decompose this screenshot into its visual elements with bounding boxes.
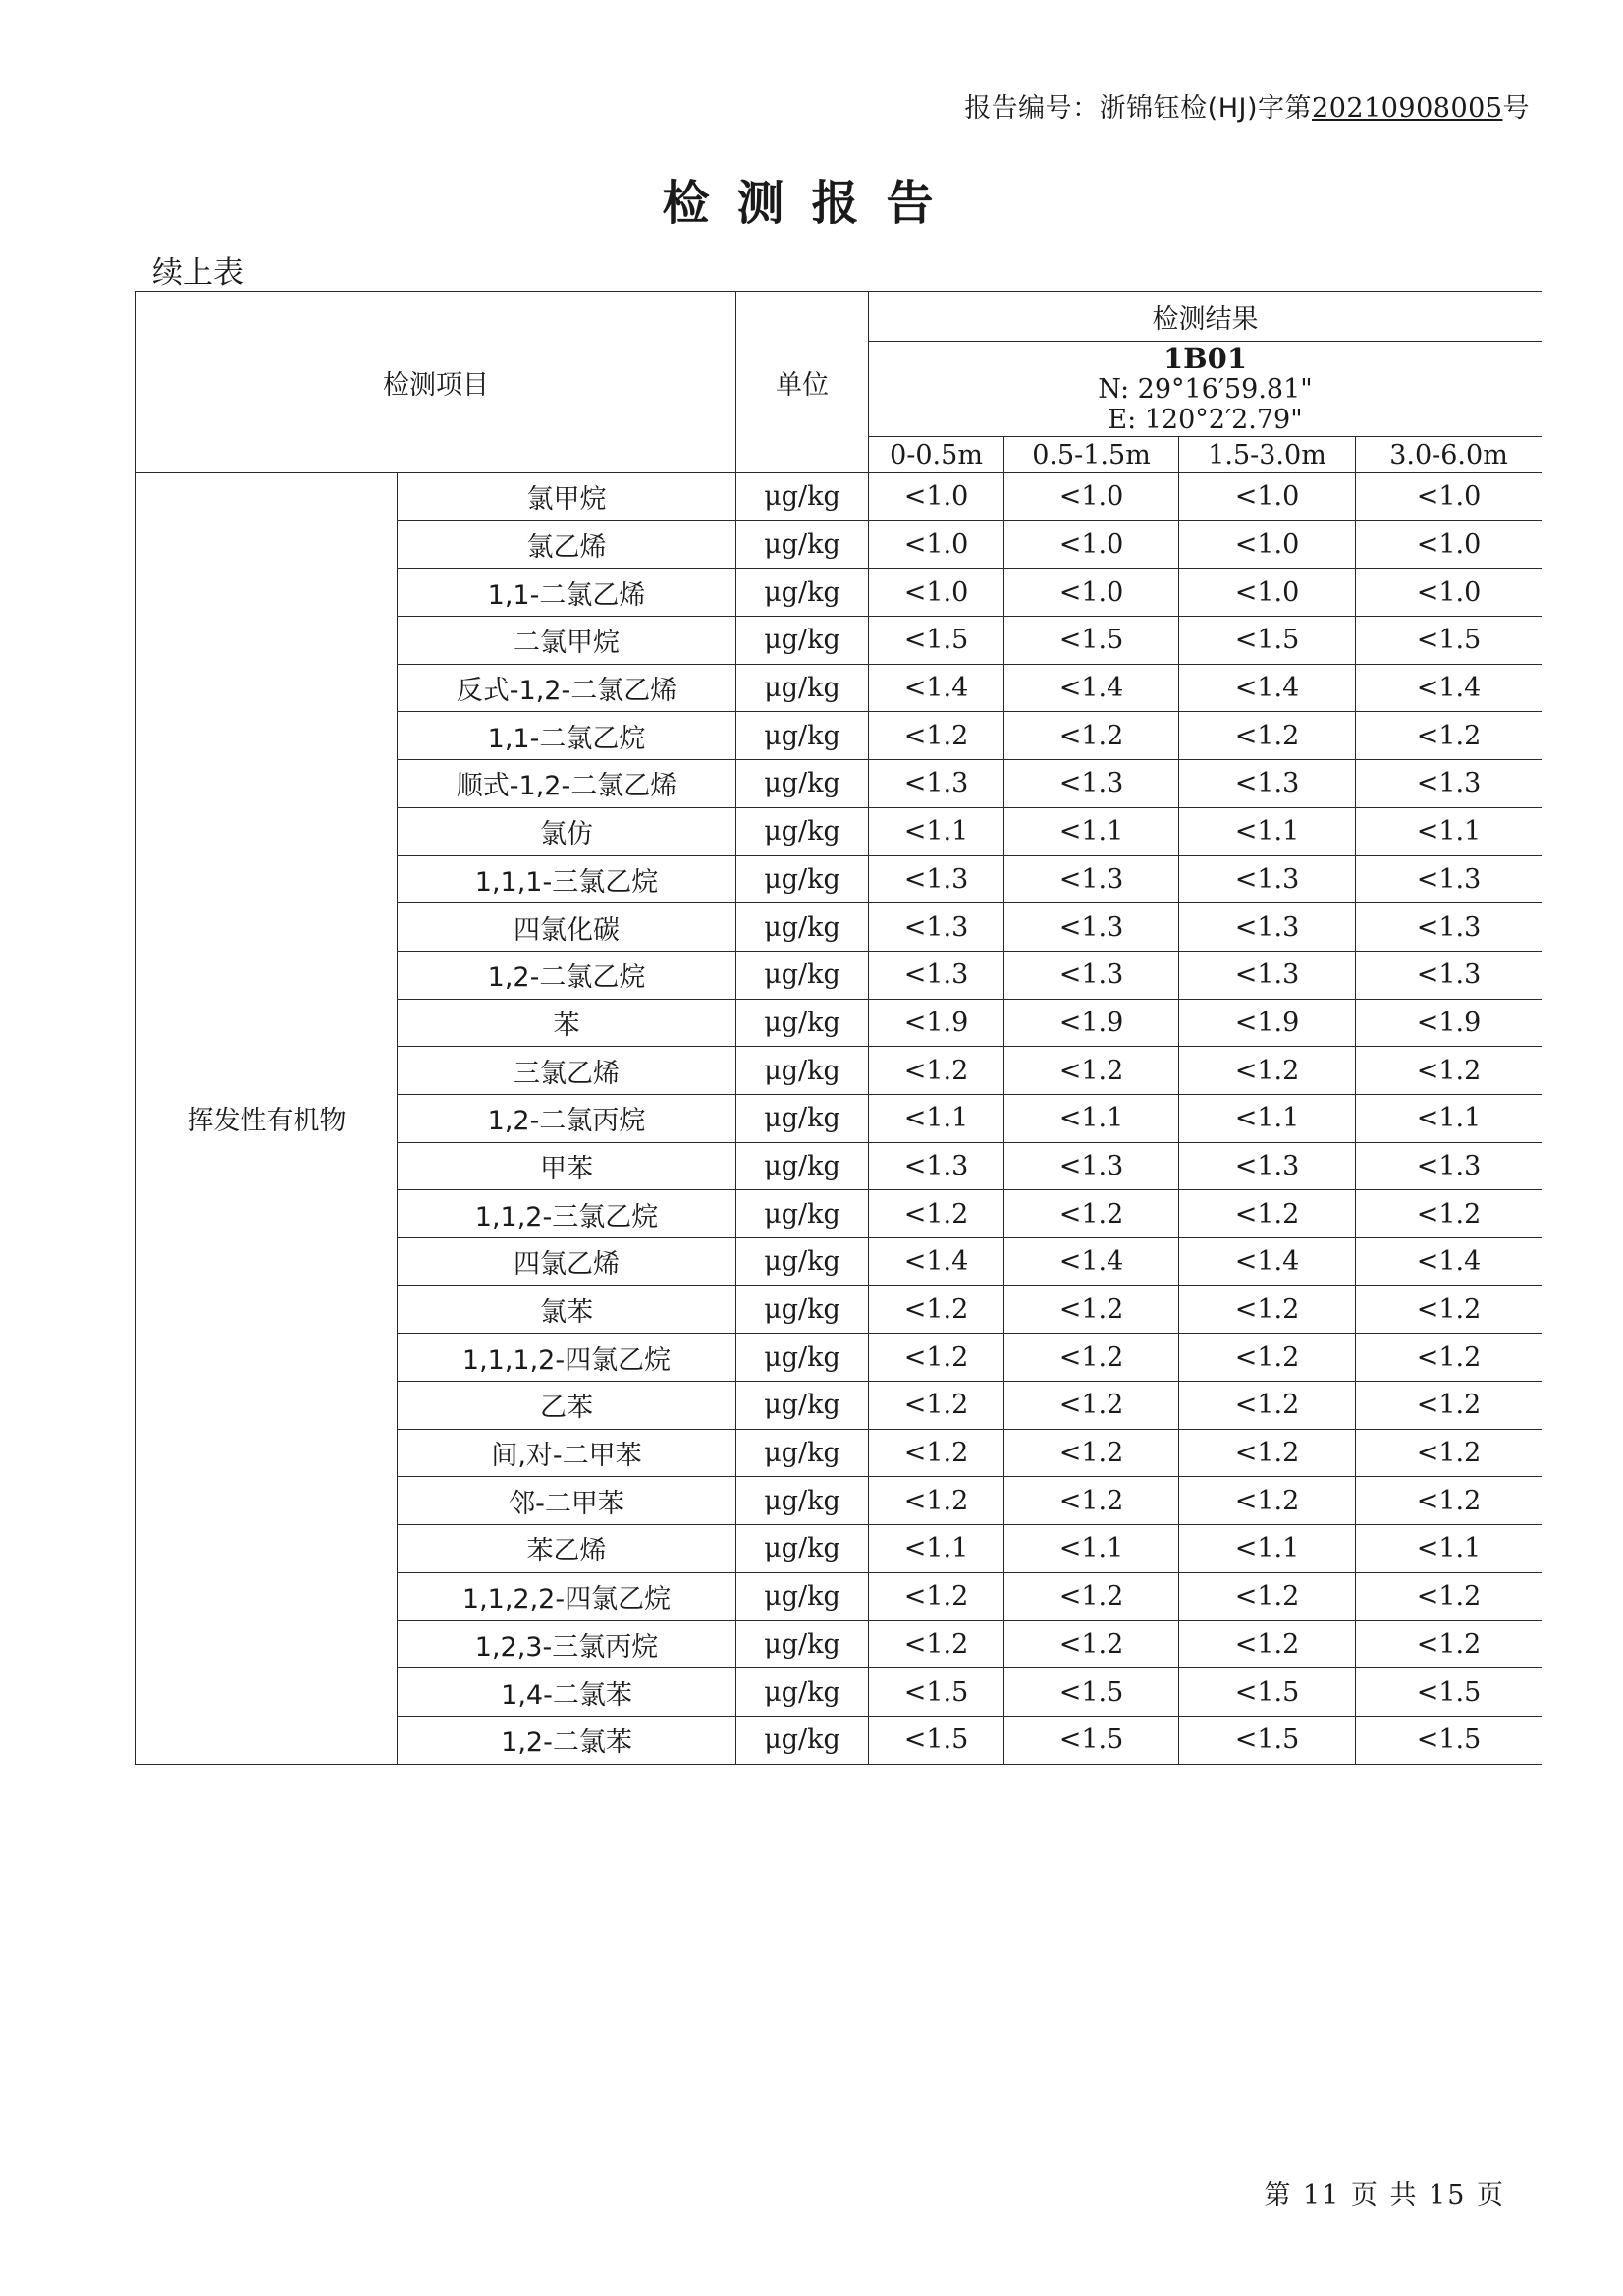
- value-cell: <1.9: [1004, 999, 1179, 1047]
- value-cell: <1.2: [1179, 1572, 1356, 1620]
- value-cell: <1.1: [1356, 1525, 1542, 1573]
- item-cell: 苯乙烯: [398, 1525, 736, 1573]
- value-cell: <1.2: [1179, 712, 1356, 760]
- item-cell: 1,1-二氯乙烯: [398, 569, 736, 617]
- value-cell: <1.3: [1356, 951, 1542, 999]
- value-cell: <1.2: [1356, 1334, 1542, 1382]
- unit-cell: μg/kg: [736, 473, 869, 521]
- value-cell: <1.2: [1179, 1190, 1356, 1238]
- value-cell: <1.2: [1004, 1477, 1179, 1525]
- unit-cell: μg/kg: [736, 520, 869, 569]
- depth-header: 0-0.5m: [869, 437, 1004, 473]
- unit-cell: μg/kg: [736, 664, 869, 712]
- value-cell: <1.1: [1356, 807, 1542, 855]
- site-id: 1B01: [1163, 341, 1248, 375]
- value-cell: <1.5: [1356, 1716, 1542, 1764]
- value-cell: <1.4: [1356, 664, 1542, 712]
- unit-cell: μg/kg: [736, 951, 869, 999]
- value-cell: <1.2: [1356, 1477, 1542, 1525]
- value-cell: <1.2: [1179, 1334, 1356, 1382]
- item-cell: 1,1,2-三氯乙烷: [398, 1190, 736, 1238]
- value-cell: <1.0: [1356, 520, 1542, 569]
- value-cell: <1.2: [1004, 1285, 1179, 1334]
- unit-cell: μg/kg: [736, 1142, 869, 1190]
- value-cell: <1.2: [1004, 1572, 1179, 1620]
- value-cell: <1.1: [869, 1094, 1004, 1142]
- value-cell: <1.3: [1004, 760, 1179, 808]
- value-cell: <1.4: [1004, 1238, 1179, 1286]
- value-cell: <1.0: [1004, 520, 1179, 569]
- value-cell: <1.0: [1179, 569, 1356, 617]
- item-cell: 反式-1,2-二氯乙烯: [398, 664, 736, 712]
- value-cell: <1.1: [1179, 1094, 1356, 1142]
- item-cell: 1,2-二氯丙烷: [398, 1094, 736, 1142]
- value-cell: <1.0: [1356, 473, 1542, 521]
- item-cell: 1,2-二氯乙烷: [398, 951, 736, 999]
- unit-cell: μg/kg: [736, 617, 869, 665]
- value-cell: <1.2: [1179, 1047, 1356, 1095]
- value-cell: <1.0: [869, 569, 1004, 617]
- continued-label: 续上表: [152, 255, 243, 291]
- value-cell: <1.2: [1356, 1047, 1542, 1095]
- value-cell: <1.2: [1356, 1190, 1542, 1238]
- value-cell: <1.1: [1179, 1525, 1356, 1573]
- unit-cell: μg/kg: [736, 569, 869, 617]
- value-cell: <1.5: [869, 617, 1004, 665]
- value-cell: <1.2: [1179, 1620, 1356, 1668]
- value-cell: <1.4: [869, 664, 1004, 712]
- value-cell: <1.5: [869, 1668, 1004, 1717]
- unit-cell: μg/kg: [736, 1620, 869, 1668]
- report-number-line: [964, 86, 1530, 125]
- depth-header: 1.5-3.0m: [1179, 437, 1356, 473]
- item-cell: 苯: [398, 999, 736, 1047]
- page-title: 检测报告: [662, 176, 961, 231]
- value-cell: <1.3: [1179, 855, 1356, 903]
- category-cell: 挥发性有机物: [136, 473, 398, 1765]
- col-header-item: 检测项目: [136, 292, 736, 473]
- value-cell: <1.3: [1356, 1142, 1542, 1190]
- item-cell: 四氯化碳: [398, 903, 736, 952]
- unit-cell: μg/kg: [736, 1094, 869, 1142]
- value-cell: <1.1: [1356, 1094, 1542, 1142]
- value-cell: <1.2: [1356, 1382, 1542, 1430]
- value-cell: <1.2: [1179, 1285, 1356, 1334]
- value-cell: <1.3: [1004, 903, 1179, 952]
- item-cell: 1,1,2,2-四氯乙烷: [398, 1572, 736, 1620]
- value-cell: <1.5: [869, 1716, 1004, 1764]
- value-cell: <1.3: [869, 855, 1004, 903]
- value-cell: <1.3: [869, 951, 1004, 999]
- value-cell: <1.3: [869, 760, 1004, 808]
- unit-cell: μg/kg: [736, 1429, 869, 1477]
- value-cell: <1.2: [1004, 1620, 1179, 1668]
- value-cell: <1.0: [1004, 569, 1179, 617]
- item-cell: 二氯甲烷: [398, 617, 736, 665]
- value-cell: <1.2: [869, 1047, 1004, 1095]
- value-cell: <1.2: [1356, 1429, 1542, 1477]
- site-east-coord: E: 120°2′2.79": [1108, 404, 1303, 435]
- item-cell: 1,2,3-三氯丙烷: [398, 1620, 736, 1668]
- value-cell: <1.1: [1004, 1525, 1179, 1573]
- value-cell: <1.2: [1004, 1429, 1179, 1477]
- value-cell: <1.3: [1004, 855, 1179, 903]
- value-cell: <1.0: [1356, 569, 1542, 617]
- unit-cell: μg/kg: [736, 1477, 869, 1525]
- value-cell: <1.0: [1179, 473, 1356, 521]
- page-number: 第 11 页 共 15 页: [1264, 2180, 1505, 2211]
- unit-cell: μg/kg: [736, 1382, 869, 1430]
- item-cell: 氯甲烷: [398, 473, 736, 521]
- value-cell: <1.3: [1356, 760, 1542, 808]
- value-cell: <1.2: [869, 1572, 1004, 1620]
- item-cell: 顺式-1,2-二氯乙烯: [398, 760, 736, 808]
- value-cell: <1.2: [1356, 712, 1542, 760]
- header-row-1: [136, 292, 1542, 342]
- value-cell: <1.5: [1004, 1716, 1179, 1764]
- table-row: [136, 473, 1542, 521]
- value-cell: <1.9: [869, 999, 1004, 1047]
- value-cell: <1.4: [1179, 1238, 1356, 1286]
- value-cell: <1.2: [1356, 1620, 1542, 1668]
- value-cell: <1.4: [1356, 1238, 1542, 1286]
- value-cell: <1.3: [1004, 951, 1179, 999]
- value-cell: <1.1: [1004, 1094, 1179, 1142]
- value-cell: <1.3: [869, 903, 1004, 952]
- value-cell: <1.5: [1179, 617, 1356, 665]
- value-cell: <1.2: [1004, 1190, 1179, 1238]
- value-cell: <1.4: [1179, 664, 1356, 712]
- unit-cell: μg/kg: [736, 760, 869, 808]
- value-cell: <1.1: [1004, 807, 1179, 855]
- value-cell: <1.5: [1004, 1668, 1179, 1717]
- item-cell: 邻-二甲苯: [398, 1477, 736, 1525]
- depth-header: 0.5-1.5m: [1004, 437, 1179, 473]
- value-cell: <1.5: [1179, 1668, 1356, 1717]
- value-cell: <1.2: [1179, 1382, 1356, 1430]
- item-cell: 1,1-二氯乙烷: [398, 712, 736, 760]
- value-cell: <1.5: [1356, 617, 1542, 665]
- value-cell: <1.3: [1356, 855, 1542, 903]
- unit-cell: μg/kg: [736, 807, 869, 855]
- col-header-unit: 单位: [736, 292, 869, 473]
- unit-cell: μg/kg: [736, 1525, 869, 1573]
- value-cell: <1.3: [869, 1142, 1004, 1190]
- value-cell: <1.9: [1356, 999, 1542, 1047]
- results-body: [136, 473, 1542, 1765]
- unit-cell: μg/kg: [736, 1285, 869, 1334]
- item-cell: 1,4-二氯苯: [398, 1668, 736, 1717]
- item-cell: 1,1,1,2-四氯乙烷: [398, 1334, 736, 1382]
- value-cell: <1.3: [1356, 903, 1542, 952]
- item-cell: 乙苯: [398, 1382, 736, 1430]
- value-cell: <1.2: [1356, 1572, 1542, 1620]
- value-cell: <1.5: [1179, 1716, 1356, 1764]
- unit-cell: μg/kg: [736, 1334, 869, 1382]
- value-cell: <1.2: [869, 1620, 1004, 1668]
- value-cell: <1.1: [869, 807, 1004, 855]
- value-cell: <1.0: [1179, 520, 1356, 569]
- value-cell: <1.0: [869, 520, 1004, 569]
- unit-cell: μg/kg: [736, 855, 869, 903]
- results-table: [135, 291, 1542, 1765]
- value-cell: <1.2: [869, 1382, 1004, 1430]
- unit-cell: μg/kg: [736, 903, 869, 952]
- item-cell: 氯苯: [398, 1285, 736, 1334]
- unit-cell: μg/kg: [736, 1047, 869, 1095]
- value-cell: <1.2: [869, 1190, 1004, 1238]
- value-cell: <1.2: [1004, 1047, 1179, 1095]
- value-cell: <1.2: [869, 712, 1004, 760]
- value-cell: <1.3: [1179, 1142, 1356, 1190]
- value-cell: <1.2: [869, 1285, 1004, 1334]
- item-cell: 四氯乙烯: [398, 1238, 736, 1286]
- value-cell: <1.3: [1179, 951, 1356, 999]
- item-cell: 1,2-二氯苯: [398, 1716, 736, 1764]
- unit-cell: μg/kg: [736, 999, 869, 1047]
- value-cell: <1.2: [1004, 712, 1179, 760]
- report-number-suffix: 号: [1502, 93, 1530, 124]
- unit-cell: μg/kg: [736, 1190, 869, 1238]
- item-cell: 三氯乙烯: [398, 1047, 736, 1095]
- value-cell: <1.5: [1356, 1668, 1542, 1717]
- value-cell: <1.3: [1179, 760, 1356, 808]
- value-cell: <1.4: [1004, 664, 1179, 712]
- unit-cell: μg/kg: [736, 1716, 869, 1764]
- unit-cell: μg/kg: [736, 1668, 869, 1717]
- site-north-coord: N: 29°16′59.81": [1098, 373, 1313, 405]
- item-cell: 氯仿: [398, 807, 736, 855]
- value-cell: <1.1: [869, 1525, 1004, 1573]
- value-cell: <1.2: [869, 1429, 1004, 1477]
- item-cell: 氯乙烯: [398, 520, 736, 569]
- item-cell: 间,对-二甲苯: [398, 1429, 736, 1477]
- unit-cell: μg/kg: [736, 1238, 869, 1286]
- value-cell: <1.2: [1179, 1429, 1356, 1477]
- value-cell: <1.4: [869, 1238, 1004, 1286]
- value-cell: <1.3: [1004, 1142, 1179, 1190]
- value-cell: <1.5: [1004, 617, 1179, 665]
- depth-header: 3.0-6.0m: [1356, 437, 1542, 473]
- value-cell: <1.2: [1004, 1334, 1179, 1382]
- value-cell: <1.0: [869, 473, 1004, 521]
- value-cell: <1.9: [1179, 999, 1356, 1047]
- value-cell: <1.1: [1179, 807, 1356, 855]
- value-cell: <1.2: [869, 1334, 1004, 1382]
- col-header-result: 检测结果: [869, 292, 1542, 342]
- site-info: [869, 342, 1542, 437]
- value-cell: <1.2: [869, 1477, 1004, 1525]
- value-cell: <1.3: [1179, 903, 1356, 952]
- value-cell: <1.2: [1004, 1382, 1179, 1430]
- unit-cell: μg/kg: [736, 1572, 869, 1620]
- item-cell: 甲苯: [398, 1142, 736, 1190]
- item-cell: 1,1,1-三氯乙烷: [398, 855, 736, 903]
- report-number-value: 20210908005: [1312, 93, 1503, 124]
- unit-cell: μg/kg: [736, 712, 869, 760]
- value-cell: <1.0: [1004, 473, 1179, 521]
- value-cell: <1.2: [1356, 1285, 1542, 1334]
- report-number-label: 报告编号：浙锦钰检(HJ)字第: [964, 93, 1313, 124]
- value-cell: <1.2: [1179, 1477, 1356, 1525]
